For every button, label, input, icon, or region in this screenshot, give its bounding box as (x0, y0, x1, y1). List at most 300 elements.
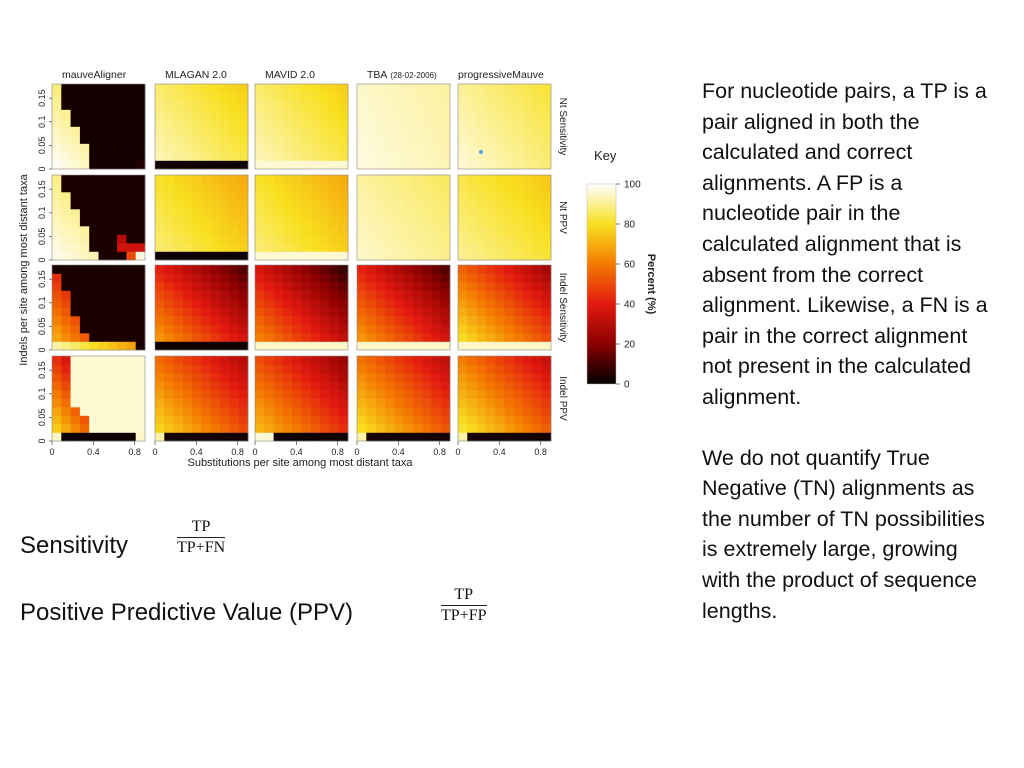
heatmap-cell (136, 118, 146, 127)
heatmap-cell (80, 316, 90, 325)
y-tick-label: 0.15 (37, 270, 47, 288)
heatmap-cell (164, 235, 174, 244)
heatmap-cell (441, 93, 451, 102)
heatmap-cell (192, 184, 202, 193)
heatmap-cell (61, 274, 71, 283)
heatmap-cell (117, 161, 127, 170)
heatmap-cell (339, 325, 349, 334)
heatmap-cell (329, 308, 339, 317)
heatmap-cell (542, 127, 552, 136)
heatmap-cell (136, 433, 146, 442)
heatmap-cell (542, 218, 552, 227)
heatmap-cell (292, 342, 302, 351)
heatmap-cell (192, 226, 202, 235)
heatmap-cell (542, 407, 552, 416)
heatmap-cell (183, 356, 193, 365)
heatmap-cell (220, 235, 230, 244)
heatmap-cell (495, 299, 505, 308)
heatmap-cell (329, 243, 339, 252)
heatmap-cell (329, 218, 339, 227)
heatmap-cell (108, 299, 118, 308)
heatmap-cell (404, 382, 414, 391)
heatmap-cell (52, 291, 62, 300)
heatmap-cell (52, 424, 62, 433)
heatmap-cell (126, 93, 136, 102)
heatmap-cell (117, 433, 127, 442)
heatmap-cell (486, 416, 496, 425)
heatmap-cell (431, 84, 441, 93)
heatmap-cell (302, 316, 312, 325)
heatmap-cell (183, 152, 193, 161)
heatmap-cell (339, 243, 349, 252)
heatmap-cell (495, 390, 505, 399)
heatmap-cell (211, 299, 221, 308)
heatmap-cell (274, 299, 284, 308)
heatmap-cell (339, 291, 349, 300)
heatmap-cell (514, 218, 524, 227)
heatmap-cell (126, 127, 136, 136)
heatmap-cell (71, 342, 81, 351)
heatmap-cell (99, 84, 109, 93)
heatmap-cell (117, 226, 127, 235)
heatmap-cell (99, 144, 109, 153)
heatmap-cell (211, 407, 221, 416)
heatmap-cell (394, 416, 404, 425)
heatmap-cell (155, 282, 165, 291)
heatmap-cell (302, 274, 312, 283)
heatmap-cell (89, 274, 99, 283)
heatmap-cell (505, 433, 515, 442)
heatmap-cell (532, 299, 542, 308)
heatmap-cell (292, 84, 302, 93)
heatmap-cell (339, 152, 349, 161)
heatmap-cell (292, 226, 302, 235)
heatmap-cell (413, 243, 423, 252)
heatmap-panels (52, 84, 551, 441)
heatmap-cell (220, 274, 230, 283)
heatmap-cell (532, 101, 542, 110)
heatmap-cell (292, 399, 302, 408)
heatmap-cell (202, 135, 212, 144)
heatmap-cell (99, 274, 109, 283)
heatmap-cell (422, 291, 432, 300)
heatmap-cell (542, 152, 552, 161)
colorbar-tick-label: 0 (624, 379, 630, 391)
heatmap-cell (183, 252, 193, 261)
heatmap-cell (311, 192, 321, 201)
heatmap-cell (274, 333, 284, 342)
heatmap-cell (514, 184, 524, 193)
heatmap-cell (164, 274, 174, 283)
heatmap-cell (302, 127, 312, 136)
heatmap-cell (192, 135, 202, 144)
heatmap-cell (126, 226, 136, 235)
heatmap-cell (108, 135, 118, 144)
heatmap-cell (283, 333, 293, 342)
heatmap-cell (292, 390, 302, 399)
heatmap-cell (532, 218, 542, 227)
heatmap-cell (274, 144, 284, 153)
heatmap-cell (458, 333, 468, 342)
heatmap-cell (80, 390, 90, 399)
heatmap-cell (80, 110, 90, 119)
x-tick-label: 0.8 (433, 447, 446, 457)
heatmap-cell (283, 373, 293, 382)
heatmap-cell (413, 308, 423, 317)
heatmap-cell (422, 399, 432, 408)
heatmap-cell (477, 265, 487, 274)
heatmap-cell (339, 265, 349, 274)
heatmap-cell (211, 127, 221, 136)
heatmap-cell (505, 308, 515, 317)
heatmap-cell (404, 399, 414, 408)
heatmap-cell (80, 127, 90, 136)
heatmap-cell (357, 424, 367, 433)
heatmap-cell (542, 144, 552, 153)
heatmap-cell (183, 365, 193, 374)
heatmap-cell (71, 433, 81, 442)
heatmap-cell (505, 342, 515, 351)
heatmap-cell (357, 93, 367, 102)
heatmap-cell (117, 308, 127, 317)
heatmap-cell (202, 184, 212, 193)
heatmap-panel (255, 356, 348, 441)
heatmap-cell (413, 218, 423, 227)
heatmap-cell (467, 192, 477, 201)
heatmap-cell (422, 152, 432, 161)
heatmap-cell (385, 416, 395, 425)
heatmap-panel (357, 84, 450, 169)
heatmap-cell (89, 184, 99, 193)
heatmap-cell (80, 235, 90, 244)
heatmap-cell (394, 390, 404, 399)
heatmap-cell (523, 390, 533, 399)
heatmap-cell (126, 274, 136, 283)
heatmap-cell (239, 152, 249, 161)
heatmap-cell (239, 407, 249, 416)
heatmap-cell (264, 433, 274, 442)
heatmap-cell (61, 144, 71, 153)
heatmap-cell (136, 390, 146, 399)
heatmap-cell (329, 93, 339, 102)
heatmap-cell (264, 274, 274, 283)
heatmap-cell (320, 93, 330, 102)
heatmap-cell (394, 325, 404, 334)
heatmap-cell (514, 93, 524, 102)
heatmap-cell (523, 373, 533, 382)
heatmap-cell (542, 243, 552, 252)
heatmap-cell (523, 399, 533, 408)
heatmap-cell (239, 325, 249, 334)
heatmap-cell (486, 373, 496, 382)
heatmap-cell (467, 161, 477, 170)
heatmap-cell (542, 308, 552, 317)
heatmap-cell (174, 101, 184, 110)
heatmap-cell (302, 235, 312, 244)
heatmap-cell (155, 192, 165, 201)
heatmap-cell (255, 84, 265, 93)
heatmap-cell (385, 152, 395, 161)
heatmap-cell (183, 282, 193, 291)
heatmap-cell (422, 252, 432, 261)
heatmap-cell (357, 365, 367, 374)
heatmap-cell (117, 192, 127, 201)
heatmap-cell (52, 342, 62, 351)
heatmap-cell (136, 342, 146, 351)
x-axis-title: Substitutions per site among most distant taxa (187, 457, 413, 469)
heatmap-cell (505, 325, 515, 334)
heatmap-cell (220, 333, 230, 342)
heatmap-cell (532, 416, 542, 425)
heatmap-cell (467, 390, 477, 399)
heatmap-cell (52, 209, 62, 218)
heatmap-cell (52, 226, 62, 235)
heatmap-cell (532, 243, 542, 252)
heatmap-cell (155, 291, 165, 300)
heatmap-cell (339, 127, 349, 136)
heatmap-cell (183, 101, 193, 110)
heatmap-cell (532, 333, 542, 342)
heatmap-cell (311, 201, 321, 210)
heatmap-cell (514, 84, 524, 93)
heatmap-cell (239, 299, 249, 308)
heatmap-cell (211, 218, 221, 227)
heatmap-cell (357, 144, 367, 153)
heatmap-cell (366, 416, 376, 425)
heatmap-cell (89, 93, 99, 102)
heatmap-cell (220, 184, 230, 193)
heatmap-cell (61, 101, 71, 110)
heatmap-cell (274, 218, 284, 227)
heatmap-cell (99, 373, 109, 382)
heatmap-cell (467, 184, 477, 193)
heatmap-cell (495, 209, 505, 218)
heatmap-cell (229, 325, 239, 334)
heatmap-cell (229, 252, 239, 261)
heatmap-cell (523, 101, 533, 110)
heatmap-cell (89, 407, 99, 416)
heatmap-cell (329, 416, 339, 425)
heatmap-cell (192, 365, 202, 374)
heatmap-cell (136, 424, 146, 433)
heatmap-cell (89, 325, 99, 334)
heatmap-cell (523, 144, 533, 153)
heatmap-cell (274, 308, 284, 317)
heatmap-cell (108, 325, 118, 334)
heatmap-cell (467, 144, 477, 153)
heatmap-cell (357, 218, 367, 227)
heatmap-cell (357, 84, 367, 93)
heatmap-cell (542, 192, 552, 201)
heatmap-cell (523, 333, 533, 342)
heatmap-cell (302, 243, 312, 252)
heatmap-cell (477, 342, 487, 351)
x-tick-label: 0.4 (290, 447, 303, 457)
heatmap-cell (211, 101, 221, 110)
heatmap-cell (155, 407, 165, 416)
heatmap-cell (302, 265, 312, 274)
heatmap-cell (431, 201, 441, 210)
heatmap-cell (532, 325, 542, 334)
heatmap-cell (467, 218, 477, 227)
heatmap-cell (61, 291, 71, 300)
heatmap-cell (264, 243, 274, 252)
heatmap-cell (385, 118, 395, 127)
heatmap-cell (126, 84, 136, 93)
heatmap-cell (202, 161, 212, 170)
heatmap-cell (89, 243, 99, 252)
heatmap-cell (283, 252, 293, 261)
heatmap-cell (136, 144, 146, 153)
heatmap-cell (174, 201, 184, 210)
heatmap-cell (357, 373, 367, 382)
heatmap-cell (339, 161, 349, 170)
heatmap-cell (174, 192, 184, 201)
heatmap-cell (458, 175, 468, 184)
heatmap-cell (458, 252, 468, 261)
heatmap-cell (477, 308, 487, 317)
heatmap-cell (255, 282, 265, 291)
heatmap-cell (431, 399, 441, 408)
heatmap-cell (264, 399, 274, 408)
heatmap-cell (366, 127, 376, 136)
heatmap-cell (71, 235, 81, 244)
heatmap-cell (274, 356, 284, 365)
heatmap-cell (431, 243, 441, 252)
heatmap-cell (192, 243, 202, 252)
heatmap-cell (155, 316, 165, 325)
heatmap-cell (80, 407, 90, 416)
heatmap-cell (183, 184, 193, 193)
heatmap-cell (71, 316, 81, 325)
heatmap-cell (71, 291, 81, 300)
heatmap-cell (467, 407, 477, 416)
heatmap-cell (61, 127, 71, 136)
heatmap-cell (431, 175, 441, 184)
heatmap-cell (126, 152, 136, 161)
heatmap-cell (61, 399, 71, 408)
heatmap-cell (532, 282, 542, 291)
heatmap-cell (532, 356, 542, 365)
heatmap-cell (413, 84, 423, 93)
heatmap-cell (495, 373, 505, 382)
heatmap-cell (486, 243, 496, 252)
heatmap-cell (339, 333, 349, 342)
heatmap-cell (52, 399, 62, 408)
heatmap-cell (413, 433, 423, 442)
heatmap-cell (229, 433, 239, 442)
heatmap-cell (239, 175, 249, 184)
heatmap-cell (80, 84, 90, 93)
heatmap-cell (229, 144, 239, 153)
heatmap-cell (320, 299, 330, 308)
heatmap-cell (302, 291, 312, 300)
heatmap-cell (117, 201, 127, 210)
heatmap-cell (274, 226, 284, 235)
heatmap-cell (80, 325, 90, 334)
heatmap-cell (183, 243, 193, 252)
heatmap-cell (211, 333, 221, 342)
heatmap-cell (229, 192, 239, 201)
heatmap-cell (192, 291, 202, 300)
heatmap-cell (183, 209, 193, 218)
heatmap-cell (431, 424, 441, 433)
heatmap-cell (239, 144, 249, 153)
heatmap-cell (136, 399, 146, 408)
heatmap-cell (357, 274, 367, 283)
heatmap-cell (404, 433, 414, 442)
colorbar-tick-label: 40 (624, 299, 636, 311)
heatmap-cell (366, 118, 376, 127)
heatmap-cell (357, 308, 367, 317)
heatmap-cell (274, 265, 284, 274)
heatmap-cell (422, 235, 432, 244)
heatmap-cell (495, 235, 505, 244)
heatmap-cell (357, 407, 367, 416)
heatmap-cell (89, 152, 99, 161)
heatmap-cell (458, 192, 468, 201)
heatmap-cell (320, 373, 330, 382)
heatmap-cell (366, 110, 376, 119)
heatmap-cell (202, 118, 212, 127)
heatmap-cell (264, 209, 274, 218)
heatmap-cell (126, 407, 136, 416)
heatmap-cell (422, 342, 432, 351)
x-tick-label: 0 (354, 447, 360, 457)
heatmap-cell (495, 175, 505, 184)
heatmap-cell (220, 127, 230, 136)
heatmap-cell (220, 201, 230, 210)
heatmap-cell (99, 399, 109, 408)
heatmap-cell (136, 175, 146, 184)
heatmap-cell (376, 192, 386, 201)
heatmap-cell (385, 274, 395, 283)
heatmap-cell (183, 84, 193, 93)
heatmap-cell (311, 101, 321, 110)
heatmap-cell (329, 282, 339, 291)
heatmap-cell (320, 333, 330, 342)
heatmap-cell (339, 218, 349, 227)
heatmap-cell (283, 365, 293, 374)
heatmap-cell (514, 192, 524, 201)
heatmap-cell (202, 424, 212, 433)
colorbar-tick-label: 60 (624, 259, 636, 271)
heatmap-cell (292, 110, 302, 119)
heatmap-cell (311, 390, 321, 399)
heatmap-cell (136, 192, 146, 201)
heatmap-cell (192, 299, 202, 308)
heatmap-cell (292, 209, 302, 218)
heatmap-cell (302, 299, 312, 308)
heatmap-cell (413, 399, 423, 408)
heatmap-cell (174, 127, 184, 136)
heatmap-cell (164, 316, 174, 325)
heatmap-cell (202, 243, 212, 252)
heatmap-cell (422, 218, 432, 227)
heatmap-cell (376, 93, 386, 102)
heatmap-cell (264, 161, 274, 170)
heatmap-cell (376, 144, 386, 153)
heatmap-cell (136, 325, 146, 334)
heatmap-cell (486, 84, 496, 93)
heatmap-cell (431, 127, 441, 136)
heatmap-cell (441, 399, 451, 408)
heatmap-cell (385, 175, 395, 184)
heatmap-cell (164, 333, 174, 342)
heatmap-cell (229, 201, 239, 210)
heatmap-cell (394, 127, 404, 136)
data-marker (479, 150, 483, 154)
